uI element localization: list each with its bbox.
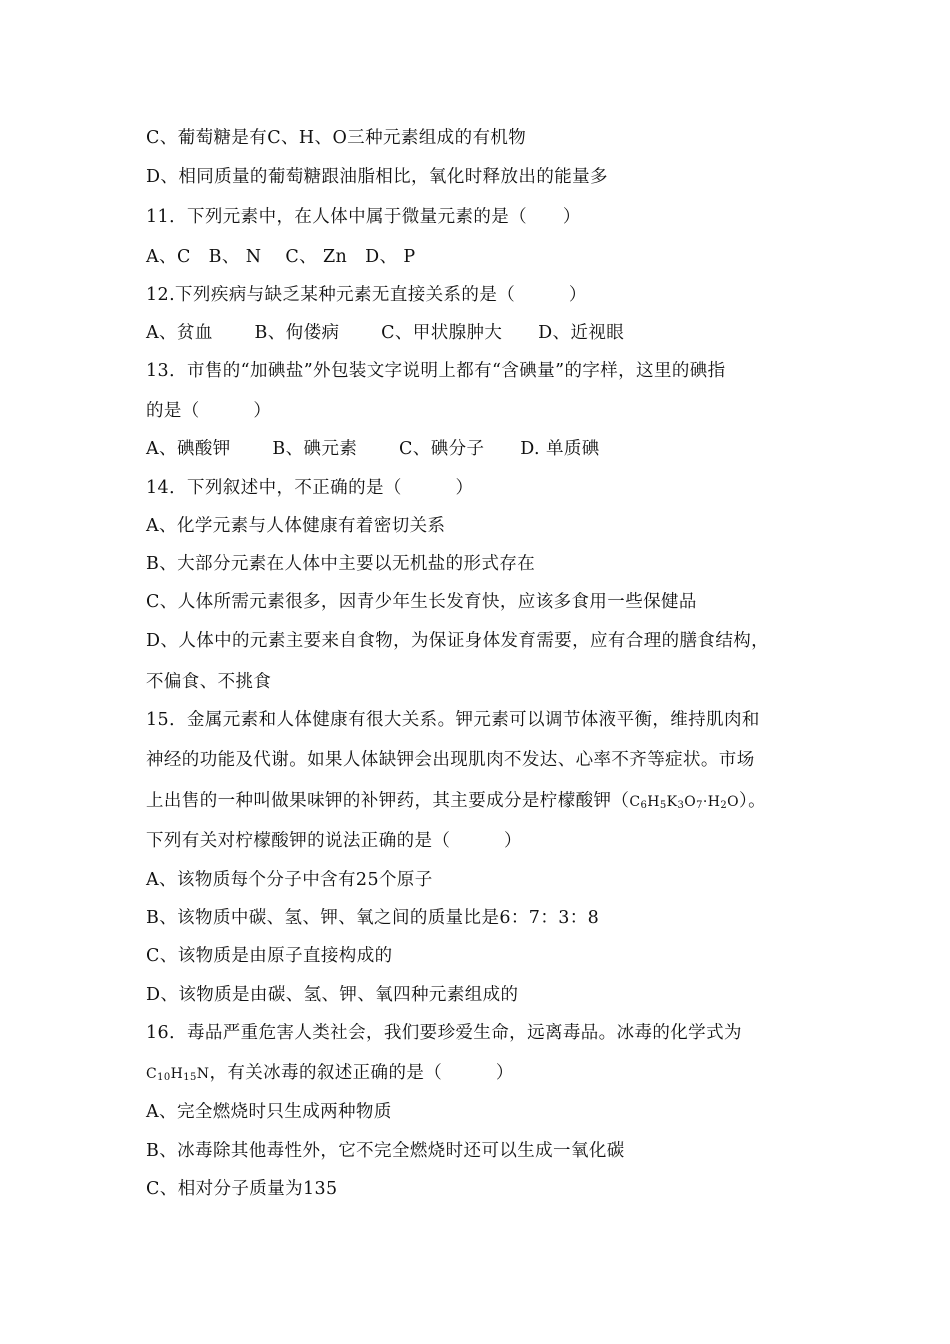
question-14-option-d: D、人体中的元素主要来自食物，为保证身体发育需要，应有合理的膳食结构，	[146, 631, 770, 651]
question-16-line-2-text: ，有关冰毒的叙述正确的是（ ）	[209, 1063, 514, 1083]
option-d-glucose: D、相同质量的葡萄糖跟油脂相比，氧化时释放出的能量多	[146, 167, 608, 187]
question-13-options: A、碘酸钾 B、碘元素 C、碘分子 D. 单质碘	[146, 439, 600, 459]
question-16: 16．毒品严重危害人类社会，我们要珍爱生命，远离毒品。冰毒的化学式为	[146, 1023, 742, 1043]
question-15-line-3-end: ）。	[738, 791, 767, 811]
question-15-option-d: D、该物质是由碳、氢、钾、氧四种元素组成的	[146, 985, 519, 1005]
question-14-option-a: A、化学元素与人体健康有着密切关系	[146, 516, 446, 536]
question-14: 14．下列叙述中，不正确的是（ ）	[146, 478, 474, 498]
question-15-line-3-text: 上出售的一种叫做果味钾的补钾药，其主要成分是柠檬酸钾（	[146, 791, 630, 811]
question-15-line-3	[146, 787, 766, 812]
potassium-citrate-formula: $C_6H_5K_3O_7\cdot H_2O$	[629, 794, 739, 811]
question-16-option-a: A、完全燃烧时只生成两种物质	[146, 1102, 392, 1122]
question-12: 12.下列疾病与缺乏某种元素无直接关系的是（ ）	[146, 285, 587, 305]
question-15-option-a: A、该物质每个分子中含有25个原子	[146, 870, 433, 890]
question-11: 11．下列元素中，在人体中属于微量元素的是（ ）	[146, 207, 581, 227]
question-16-line-2	[146, 1059, 514, 1084]
question-14-option-d-continued: 不偏食、不挑食	[146, 672, 272, 692]
question-14-option-b: B、大部分元素在人体中主要以无机盐的形式存在	[146, 554, 536, 574]
question-13: 13．市售的“加碘盐”外包装文字说明上都有“含碘量”的字样，这里的碘指	[146, 361, 726, 381]
question-15-line-4: 下列有关对柠檬酸钾的说法正确的是（ ）	[146, 831, 522, 851]
question-16-option-c: C、相对分子质量为135	[146, 1179, 338, 1199]
question-15-option-b: B、该物质中碳、氢、钾、氧之间的质量比是6：7：3：8	[146, 908, 600, 928]
question-14-option-c: C、人体所需元素很多，因青少年生长发育快，应该多食用一些保健品	[146, 592, 697, 612]
question-15-option-c: C、该物质是由原子直接构成的	[146, 946, 393, 966]
meth-formula: $C_{10}H_{15}N$	[146, 1066, 210, 1083]
question-11-options: A、C B、 N C、 Zn D、 P	[146, 247, 416, 267]
option-c-glucose: C、葡萄糖是有C、H、O三种元素组成的有机物	[146, 128, 527, 148]
question-13-continued: 的是（ ）	[146, 401, 272, 421]
question-15: 15．金属元素和人体健康有很大关系。钾元素可以调节体液平衡，维持肌肉和	[146, 710, 760, 730]
question-15-line-2: 神经的功能及代谢。如果人体缺钾会出现肌肉不发达、心率不齐等症状。市场	[146, 750, 755, 770]
question-12-options: A、贫血 B、佝偻病 C、甲状腺肿大 D、近视眼	[146, 323, 625, 343]
question-16-option-b: B、冰毒除其他毒性外，它不完全燃烧时还可以生成一氧化碳	[146, 1141, 625, 1161]
